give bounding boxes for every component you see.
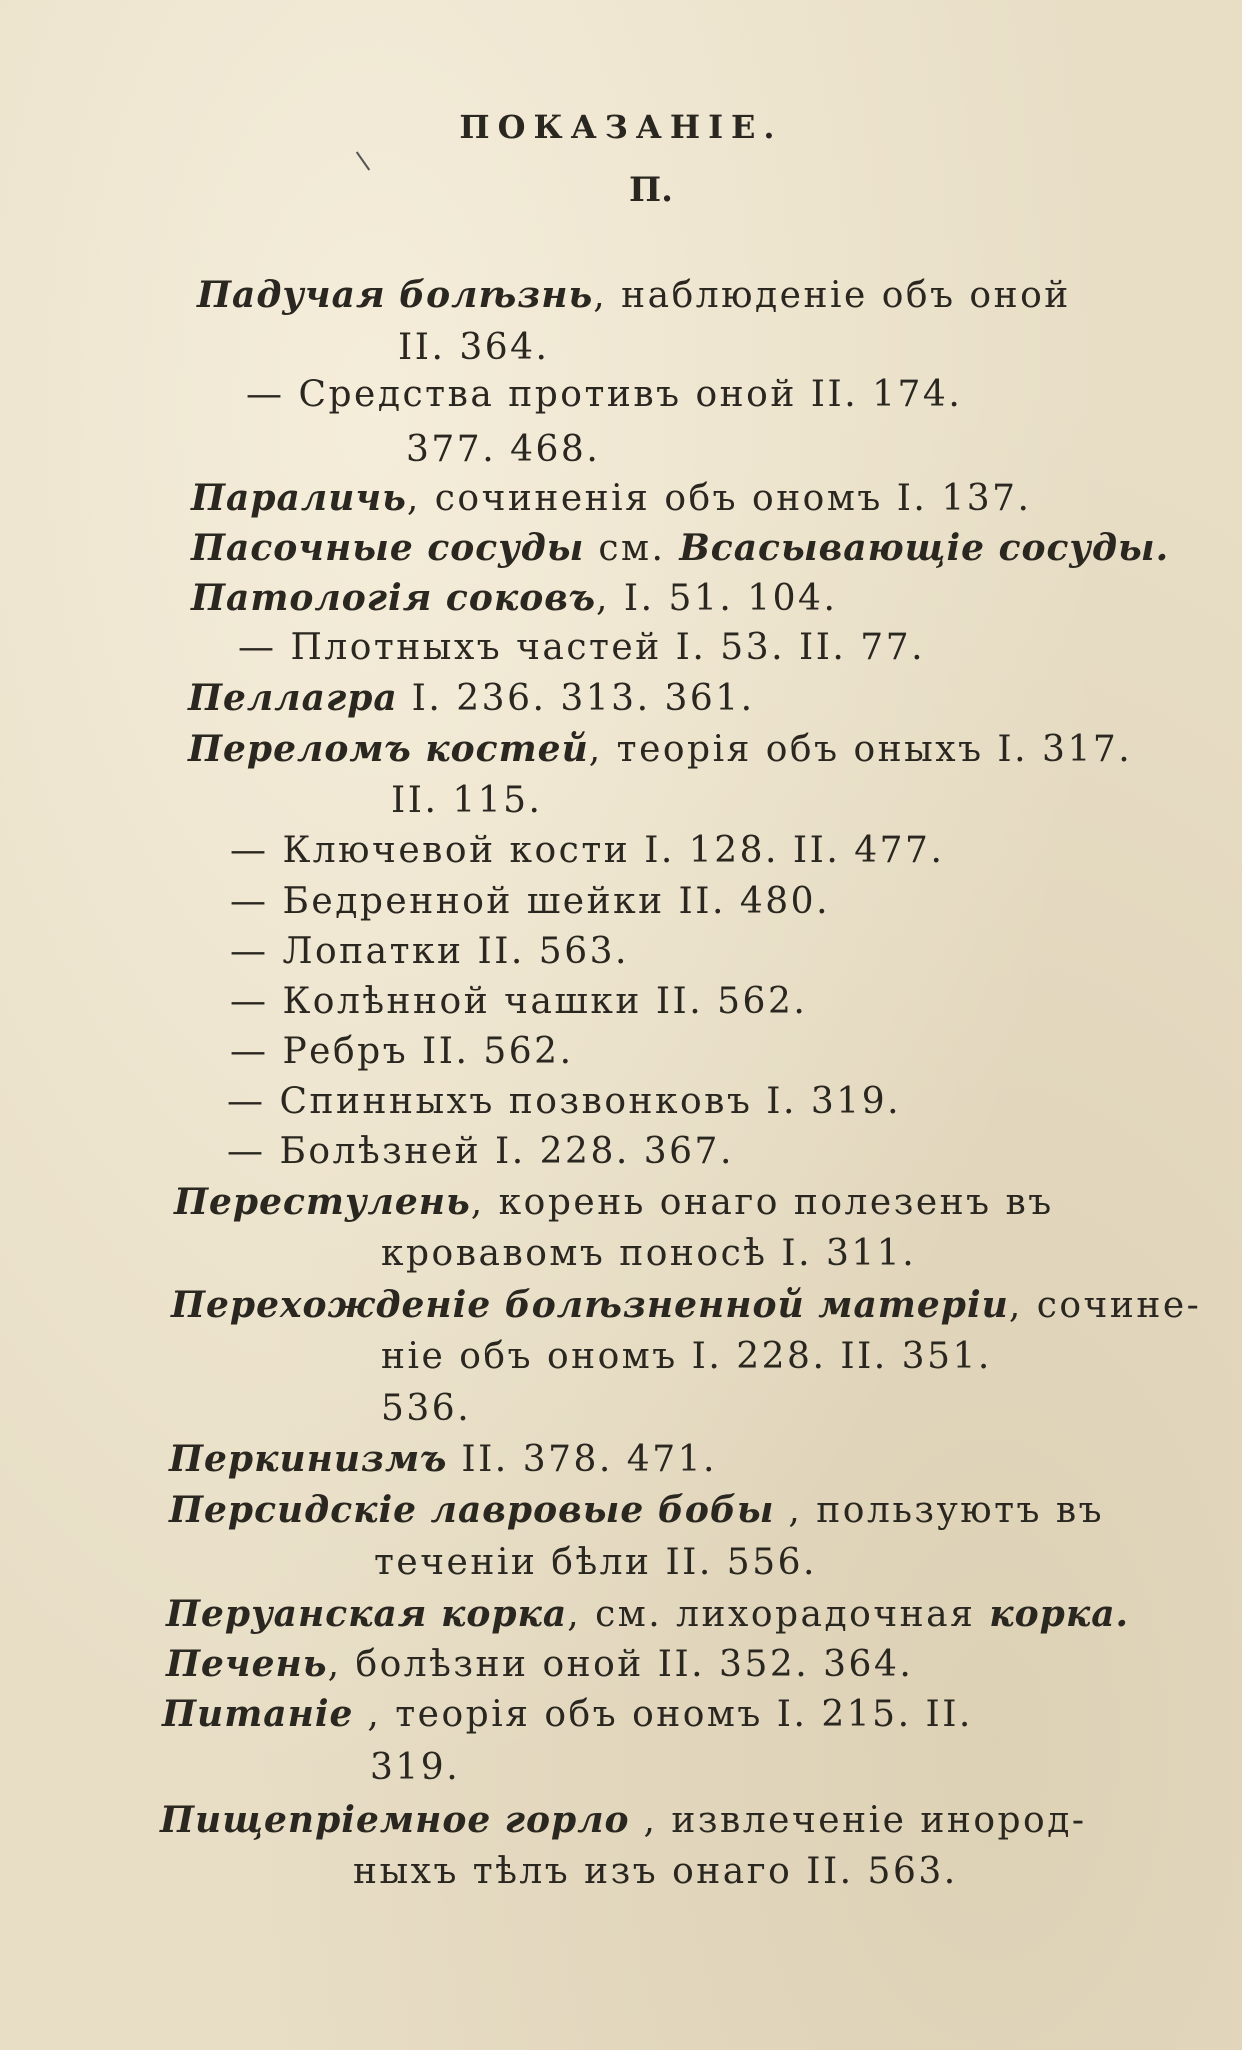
index-line: [166, 1593, 1130, 1635]
index-text: , пользуютъ въ: [774, 1490, 1105, 1531]
index-line: [238, 627, 926, 668]
index-text: кровавомъ поносѣ I. 311.: [381, 1233, 917, 1274]
index-text: , извлеченіе инород-: [629, 1800, 1087, 1841]
index-line: [191, 577, 838, 619]
index-text: — Ребръ II. 562.: [230, 1031, 574, 1072]
index-line: [370, 1747, 461, 1788]
index-text: теченіи бѣли II. 556.: [374, 1542, 817, 1583]
index-text: ніе объ ономъ I. 228. II. 351.: [381, 1336, 992, 1377]
page-title: ПОКАЗАНІЕ.: [459, 108, 783, 146]
index-text: , корень онаго полезенъ въ: [470, 1182, 1054, 1223]
index-line: [391, 780, 543, 821]
index-text: II. 378. 471.: [447, 1439, 717, 1480]
index-line: [230, 1031, 574, 1072]
index-text: — Болѣзней I. 228. 367.: [227, 1131, 734, 1172]
index-line: [353, 1851, 958, 1892]
index-term: Пасочные сосуды: [191, 527, 585, 569]
index-line: [169, 1489, 1105, 1531]
index-line: [406, 429, 601, 470]
index-line: [162, 1693, 973, 1735]
index-line: [230, 830, 945, 871]
index-text: — Спинныхъ позвонковъ I. 319.: [227, 1081, 902, 1122]
index-term: Пищепріемное горло: [160, 1799, 630, 1841]
index-term: Персидскіе лавровые бобы: [169, 1489, 775, 1531]
index-line: [166, 1643, 914, 1685]
index-line: [230, 881, 831, 922]
index-term: Падучая болѣзнь: [197, 274, 594, 316]
index-text: , теорія объ ономъ I. 215. II.: [353, 1694, 973, 1735]
index-term: Перкинизмъ: [169, 1438, 448, 1480]
index-line: [160, 1799, 1087, 1841]
index-line: [197, 274, 1071, 316]
index-line: [374, 1542, 817, 1583]
index-line: [191, 477, 1032, 519]
index-line: [174, 1181, 1054, 1223]
index-text: II. 364.: [398, 327, 550, 368]
index-term: Перестулень: [174, 1181, 471, 1223]
index-line: [230, 931, 629, 972]
index-text: — Ключевой кости I. 128. II. 477.: [230, 830, 945, 871]
index-text: , наблюденіе объ оной: [593, 275, 1071, 316]
index-text: 377. 468.: [406, 429, 601, 470]
index-term-secondary: корка.: [989, 1593, 1130, 1635]
index-text: , сочине-: [1008, 1285, 1202, 1326]
index-line: [398, 327, 550, 368]
index-text: — Бедренной шейки II. 480.: [230, 881, 831, 922]
index-text: — Лопатки II. 563.: [230, 931, 629, 972]
index-text: 319.: [370, 1747, 461, 1788]
index-term: Перуанская корка: [166, 1593, 568, 1635]
index-text: , см. лихорадочная: [567, 1594, 990, 1635]
index-line: [171, 1284, 1202, 1326]
index-term-secondary: Всасывающіе сосуды.: [679, 527, 1170, 569]
index-line: [246, 374, 963, 415]
index-text: — Плотныхъ частей I. 53. II. 77.: [238, 627, 926, 668]
index-term: Питаніе: [162, 1693, 354, 1735]
index-term: Патологія соковъ: [191, 577, 597, 619]
index-line: [188, 728, 1133, 770]
index-text: II. 115.: [391, 780, 543, 821]
index-line: [169, 1438, 717, 1480]
index-line: [227, 1131, 734, 1172]
index-text: — Колѣнной чашки II. 562.: [230, 981, 808, 1022]
index-text: ныхъ тѣлъ изъ онаго II. 563.: [353, 1851, 958, 1892]
index-line: [227, 1081, 902, 1122]
index-line: [381, 1336, 992, 1377]
index-text: , теорія объ оныхъ I. 317.: [588, 729, 1133, 770]
index-term: Параличь: [191, 477, 407, 519]
ink-mark: [356, 151, 370, 170]
index-text: , сочиненія объ ономъ I. 137.: [406, 478, 1032, 519]
index-line: [188, 677, 755, 719]
index-text: I. 236. 313. 361.: [397, 678, 755, 719]
index-line: [191, 527, 1170, 569]
index-line: [230, 981, 808, 1022]
index-term: Переломъ костей: [188, 728, 589, 770]
index-text: , I. 51. 104.: [596, 578, 838, 619]
index-text: — Средства противъ оной II. 174.: [246, 374, 963, 415]
index-text: 536.: [381, 1388, 472, 1429]
index-term: Пеллагра: [188, 677, 398, 719]
index-text: , болѣзни оной II. 352. 364.: [327, 1644, 914, 1685]
index-term: Печень: [166, 1643, 328, 1685]
index-line: [381, 1388, 472, 1429]
section-letter: П.: [629, 170, 673, 210]
index-text: см.: [584, 528, 680, 569]
index-term: Перехожденіе болѣзненной матеріи: [171, 1284, 1009, 1326]
index-line: [381, 1233, 917, 1274]
